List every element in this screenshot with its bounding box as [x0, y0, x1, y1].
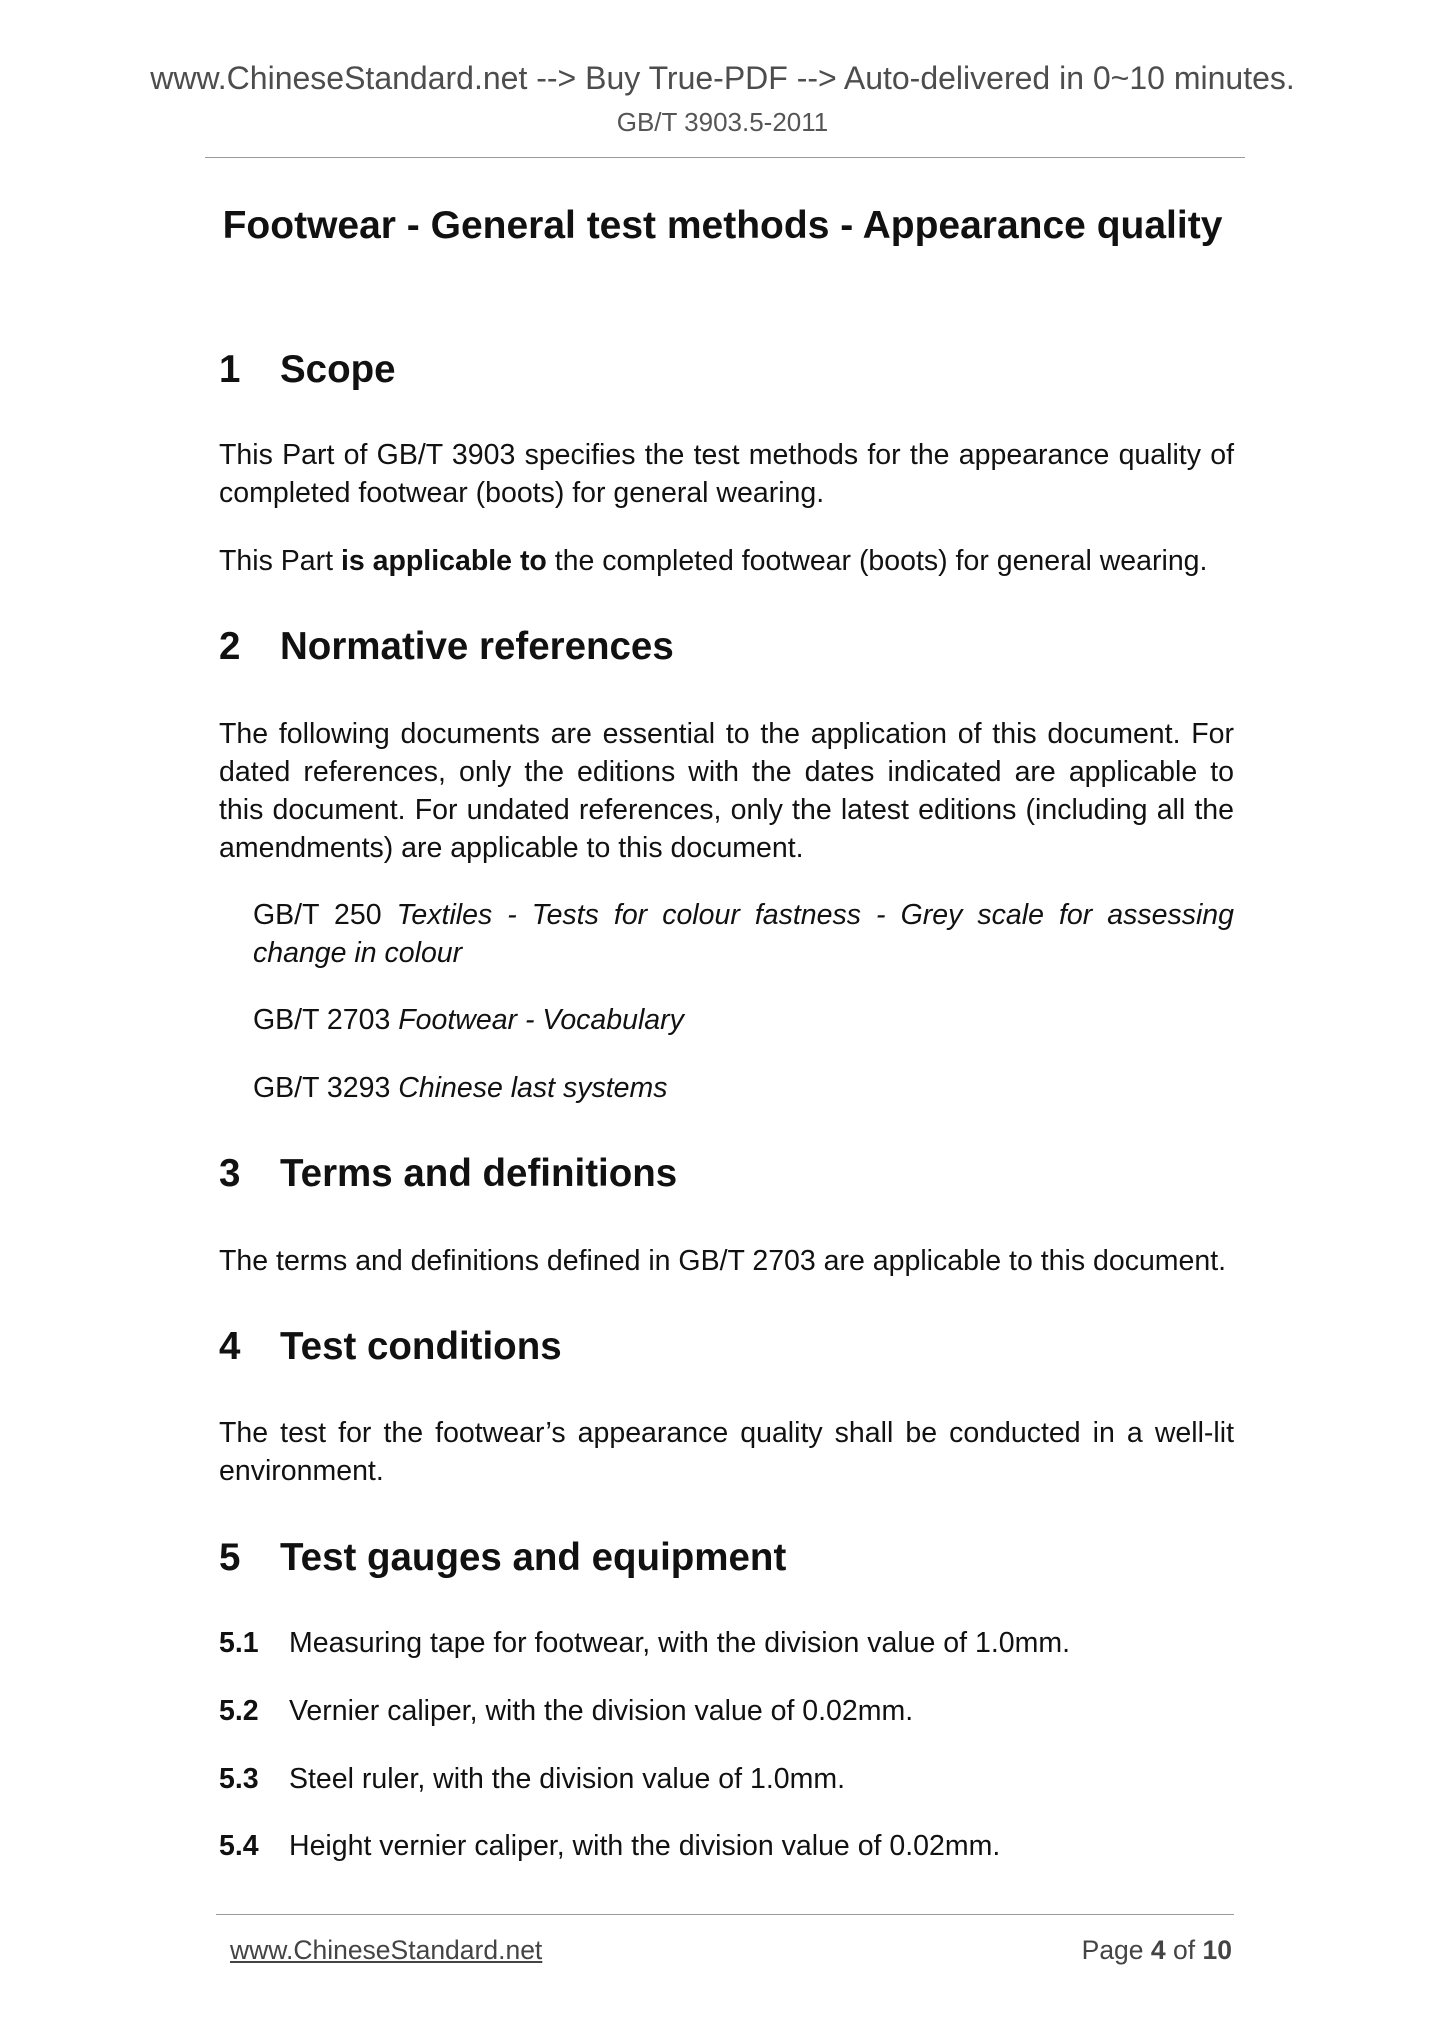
- item-text: Height vernier caliper, with the division value of 0.02mm.: [289, 1830, 1001, 1862]
- text-line: The terms and definitions defined in GB/T 2703 are applicable to this document.: [219, 1245, 1227, 1277]
- text-line: this document. For undated references, only the latest editions (including all the: [219, 794, 1234, 826]
- emphasis-text: is applicable to: [340, 545, 547, 577]
- page-label: Page: [1081, 1935, 1144, 1965]
- text-line: [253, 896, 1234, 934]
- reference-title: Chinese last systems: [398, 1072, 668, 1104]
- section-number: 4: [219, 1325, 241, 1368]
- item-number: 5.1: [219, 1627, 259, 1659]
- section-title: Test gauges and equipment: [280, 1536, 787, 1579]
- text-line: environment.: [219, 1455, 384, 1487]
- item-number: 5.3: [219, 1763, 259, 1795]
- section-heading-normative-references: [219, 625, 1219, 669]
- text-line: amendments) are applicable to this document.: [219, 832, 804, 864]
- item-text: Steel ruler, with the division value of 1.0mm.: [289, 1763, 846, 1795]
- equipment-item-5-2: [219, 1692, 1234, 1730]
- reference-gb-t-250: [253, 896, 1234, 972]
- item-text: Measuring tape for footwear, with the division value of 1.0mm.: [289, 1627, 1070, 1659]
- header-divider: [205, 157, 1245, 158]
- scope-paragraph-2: [219, 542, 1234, 580]
- section-heading-equipment: [219, 1536, 1219, 1580]
- equipment-item-5-4: [219, 1827, 1234, 1865]
- footer-divider: [216, 1914, 1234, 1915]
- scope-paragraph-1: [219, 436, 1234, 512]
- page-indicator: [900, 1932, 1232, 1968]
- text-line: [253, 934, 1234, 972]
- reference-title: Footwear - Vocabulary: [398, 1004, 684, 1036]
- equipment-item-5-3: [219, 1760, 1234, 1798]
- section-title: Terms and definitions: [280, 1152, 678, 1195]
- reference-title: change in colour: [253, 937, 463, 969]
- reference-gb-t-3293: [253, 1069, 1234, 1107]
- reference-title: Textiles - Tests for colour fastness - Grey scale for assessing: [396, 899, 1234, 931]
- normative-references-intro: [219, 715, 1234, 867]
- section-heading-test-conditions: [219, 1325, 1219, 1369]
- reference-code: GB/T 2703: [253, 1004, 391, 1036]
- section-title: Test conditions: [280, 1325, 562, 1368]
- text-run: This Part: [219, 545, 341, 577]
- of-label: of: [1173, 1935, 1196, 1965]
- section-number: 2: [219, 625, 241, 668]
- standard-code: GB/T 3903.5-2011: [616, 107, 829, 137]
- site-banner: www.ChineseStandard.net --> Buy True-PDF --> Auto-delivered in 0~10 minutes.: [150, 60, 1295, 96]
- text-line: The test for the footwear’s appearance quality shall be conducted in a well-lit: [219, 1417, 1234, 1449]
- reference-code: GB/T 250: [253, 899, 382, 931]
- test-conditions-paragraph: [219, 1414, 1234, 1490]
- text-line: This Part of GB/T 3903 specifies the test methods for the appearance quality of: [219, 439, 1234, 471]
- section-heading-scope: [219, 348, 1219, 392]
- item-number: 5.2: [219, 1695, 259, 1727]
- terms-paragraph: [219, 1242, 1234, 1280]
- text-line: dated references, only the editions with the dates indicated are applicable to: [219, 756, 1234, 788]
- current-page-number: 4: [1150, 1935, 1166, 1965]
- total-pages-number: 10: [1202, 1935, 1232, 1965]
- text-line: completed footwear (boots) for general wearing.: [219, 477, 825, 509]
- section-number: 1: [219, 348, 241, 391]
- reference-gb-t-2703: [253, 1001, 1234, 1039]
- reference-code: GB/T 3293: [253, 1072, 391, 1104]
- text-line: [253, 1069, 1234, 1107]
- item-number: 5.4: [219, 1830, 259, 1862]
- item-text: Vernier caliper, with the division value of 0.02mm.: [289, 1695, 914, 1727]
- section-number: 5: [219, 1536, 241, 1579]
- text-line: The following documents are essential to the application of this document. For: [219, 718, 1234, 750]
- text-line: [253, 1001, 1234, 1039]
- equipment-item-5-1: [219, 1624, 1234, 1662]
- document-title: Footwear - General test methods - Appearance quality: [222, 204, 1223, 247]
- footer-website-link[interactable]: www.ChineseStandard.net: [230, 1935, 543, 1965]
- section-title: Normative references: [280, 625, 674, 668]
- section-number: 3: [219, 1152, 241, 1195]
- section-title: Scope: [280, 348, 396, 391]
- section-heading-terms: [219, 1152, 1219, 1196]
- text-run: the completed footwear (boots) for general wearing.: [546, 545, 1208, 577]
